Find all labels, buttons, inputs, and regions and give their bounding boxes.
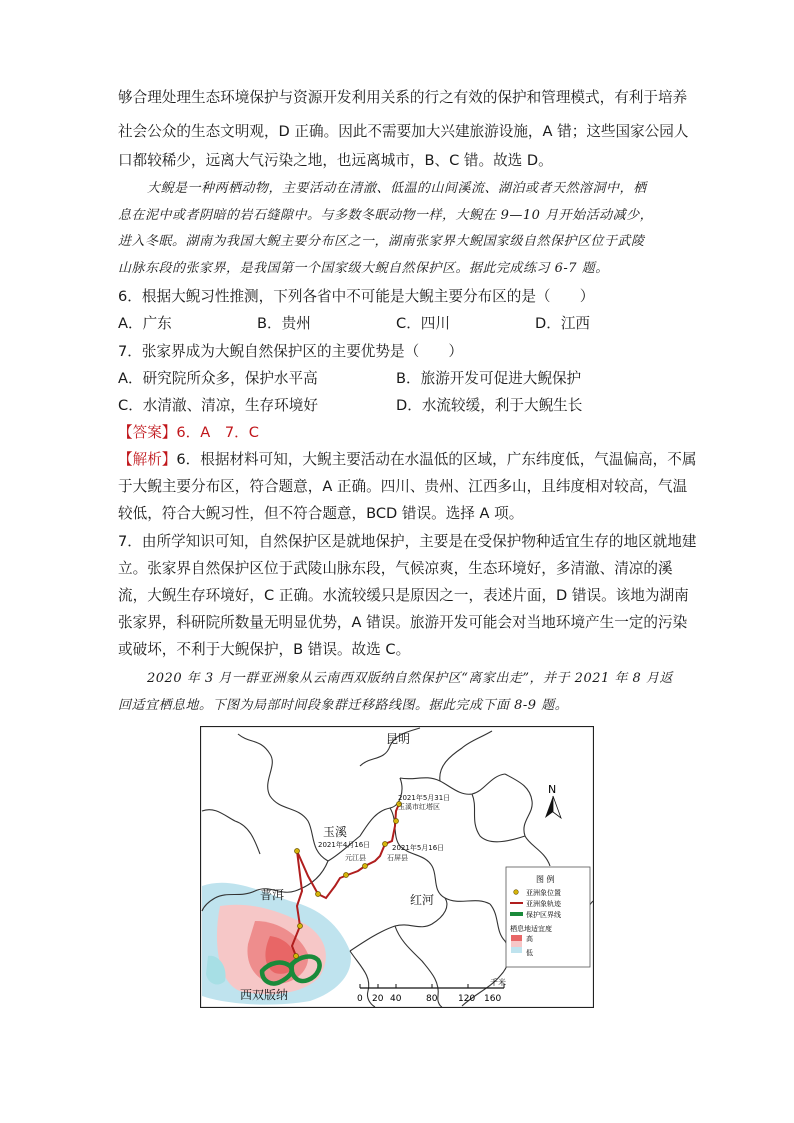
- option-b: B．贵州: [257, 315, 311, 332]
- place-label-yuxi: 玉溪: [323, 825, 348, 839]
- scale-tick: 20: [372, 994, 384, 1004]
- suitability-swatch: [511, 935, 522, 941]
- position-marker: [295, 849, 300, 854]
- analysis-first-line: [118, 450, 696, 470]
- option-c: C．四川: [396, 315, 450, 332]
- scale-tick: 80: [426, 994, 438, 1004]
- option-d: D．江西: [535, 315, 591, 332]
- suitability-label-high: 高: [526, 935, 533, 943]
- scale-tick: 120: [458, 994, 476, 1004]
- text-line: 较低，符合大鲵习性，但不符合题意，BCD 错误。选择 A 项。: [118, 505, 524, 522]
- question-stem: 6．根据大鲵习性推测，下列各省中不可能是大鲵主要分布区的是（ ）: [118, 288, 595, 305]
- option-b: B．旅游开发可促进大鲵保护: [396, 370, 582, 387]
- suitability-label-low: 低: [526, 949, 533, 957]
- answer-line: [118, 423, 259, 443]
- text-line: 于大鲵主要分布区，符合题意，A 正确。四川、贵州、江西多山，且纬度相对较高，气温: [118, 478, 688, 495]
- text-line: 口都较稀少，远离大气污染之地，也远离城市，B、C 错。故选 D。: [118, 152, 553, 169]
- text-line: 大鲵是一种两栖动物，主要活动在清澈、低温的山间溪流、湖泊或者天然溶洞中，栖: [147, 181, 647, 196]
- place-label-xishuangbanna: 西双版纳: [240, 988, 289, 1002]
- legend-title: 图 例: [536, 875, 555, 884]
- legend-swatch-position: [514, 890, 519, 895]
- town-label: 玉溪市红塔区: [398, 803, 440, 811]
- position-marker: [294, 954, 299, 959]
- date-label: 2021年5月31日: [398, 794, 451, 802]
- legend-suitability-title: 栖息地适宜度: [510, 925, 552, 933]
- town-label: 石屏县: [387, 854, 408, 862]
- answer-label: 【答案】: [118, 424, 177, 441]
- place-label-kunming: 昆明: [386, 732, 411, 746]
- text-line: 立。张家界自然保护区位于武陵山脉东段，气候凉爽，生态环境好，多清澈、清凉的溪: [118, 560, 673, 577]
- answer-text: 6．A 7．C: [176, 424, 259, 441]
- analysis-label: 【解析】: [118, 451, 177, 468]
- text-line: 7．由所学知识可知，自然保护区是就地保护，主要是在受保护物种适宜生存的地区就地建: [118, 533, 697, 550]
- text-line: 6．根据材料可知，大鲵主要活动在水温低的区域，广东纬度低，气温偏高，不属: [176, 451, 697, 468]
- north-label: N: [548, 783, 557, 796]
- option-a: A．广东: [118, 315, 172, 332]
- legend-item: 亚洲象轨迹: [526, 900, 561, 908]
- date-label: 2021年4月16日: [318, 841, 371, 849]
- position-marker: [363, 864, 368, 869]
- text-line: 张家界，科研院所数量无明显优势，A 错误。旅游开发可能会对当地环境产生一定的污染: [118, 614, 688, 631]
- text-line: 流，大鲵生存环境好，C 正确。水流较缓只是原因之一，表述片面，D 错误。该地为湖南: [118, 587, 689, 604]
- scale-tick: 40: [390, 994, 402, 1004]
- position-marker: [394, 819, 399, 824]
- scale-tick: 0: [357, 994, 363, 1004]
- question-stem: 7．张家界成为大鲵自然保护区的主要优势是（ ）: [118, 343, 463, 360]
- option-d: D．水流较缓，利于大鲵生长: [396, 397, 583, 414]
- option-c: C．水清澈、清凉，生存环境好: [118, 397, 318, 414]
- legend-item: 保护区界线: [526, 911, 561, 919]
- position-marker: [298, 924, 303, 929]
- place-label-honghe: 红河: [410, 893, 435, 907]
- suitability-swatch: [511, 947, 522, 953]
- text-line: 息在泥中或者阴暗的岩石缝隙中。与多数冬眠动物一样，大鲵在 9—10 月开始活动减少，: [118, 208, 654, 223]
- date-label: 2021年5月16日: [392, 844, 445, 852]
- option-a: A．研究院所众多，保护水平高: [118, 370, 318, 387]
- place-label-puer: 普洱: [260, 888, 285, 902]
- town-label: 元江县: [345, 854, 366, 862]
- scale-tick: 160: [484, 994, 502, 1004]
- text-line: 2020 年 3 月一群亚洲象从云南西双版纳自然保护区“离家出走”，并于 2021 年 8 月返: [147, 671, 673, 686]
- elephant-migration-map: [200, 726, 594, 1008]
- scale-unit: 千米: [490, 978, 506, 987]
- legend-item: 亚洲象位置: [526, 889, 561, 897]
- text-line: 进入冬眠。湖南为我国大鲵主要分布区之一，湖南张家界大鲵国家级自然保护区位于武陵: [118, 234, 645, 249]
- text-line: 够合理处理生态环境保护与资源开发利用关系的行之有效的保护和管理模式，有利于培养: [118, 89, 688, 106]
- text-line: 山脉东段的张家界，是我国第一个国家级大鲵自然保护区。据此完成练习 6-7 题。: [118, 261, 609, 276]
- text-line: 回适宜栖息地。下图为局部时间段象群迁移路线图。据此完成下面 8-9 题。: [118, 698, 569, 713]
- text-line: 社会公众的生态文明观，D 正确。因此不需要加大兴建旅游设施，A 错；这些国家公园人: [118, 123, 689, 140]
- position-marker: [316, 892, 321, 897]
- legend: [506, 867, 590, 967]
- position-marker: [344, 873, 349, 878]
- suitability-swatch: [511, 941, 522, 947]
- position-marker: [383, 842, 388, 847]
- text-line: 或破坏，不利于大鲵保护，B 错误。故选 C。: [118, 641, 411, 658]
